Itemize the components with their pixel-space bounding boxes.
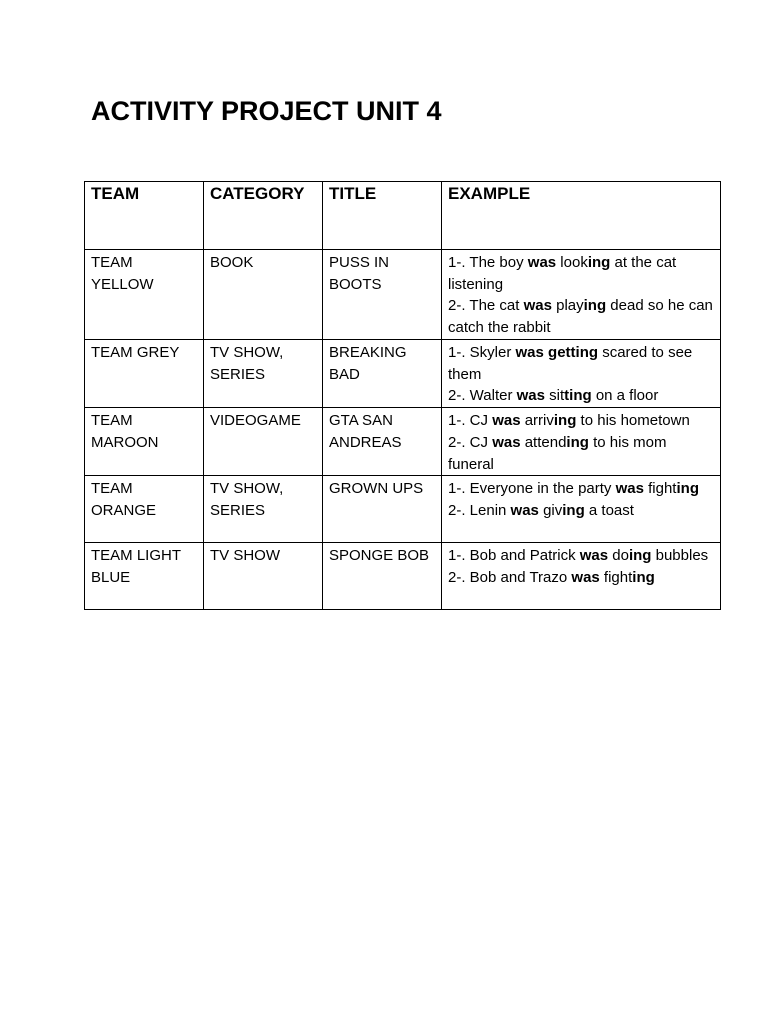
example-sentence bbox=[448, 500, 715, 522]
team-cell: TEAM MAROON bbox=[85, 408, 204, 476]
text-segment: 1-. The boy bbox=[448, 254, 528, 271]
text-segment: 2-. CJ bbox=[448, 433, 493, 451]
example-sentence bbox=[448, 478, 715, 500]
example-sentence bbox=[448, 567, 715, 589]
example-sentence bbox=[448, 410, 715, 432]
text-segment: arriv bbox=[520, 412, 554, 430]
bold-segment: was bbox=[523, 297, 552, 315]
text-segment: attend bbox=[520, 433, 567, 451]
team-cell: TEAM GREY bbox=[85, 340, 204, 408]
bold-segment: ing bbox=[587, 254, 611, 271]
text-segment: to his hometown bbox=[576, 412, 690, 430]
text-segment: fight bbox=[643, 480, 677, 498]
text-segment: 1-. Bob and Patrick bbox=[448, 547, 580, 565]
bold-segment: ing bbox=[566, 433, 589, 451]
category-cell: TV SHOW, SERIES bbox=[204, 340, 323, 408]
example-sentence bbox=[448, 545, 715, 567]
text-segment: 2-. The cat bbox=[448, 297, 524, 315]
table-row bbox=[85, 250, 721, 340]
title-cell: PUSS IN BOOTS bbox=[323, 250, 442, 340]
header-title: TITLE bbox=[323, 182, 442, 250]
example-sentence bbox=[448, 385, 715, 407]
bold-segment: ting bbox=[564, 387, 592, 405]
example-cell bbox=[442, 543, 721, 610]
bold-segment: was getting bbox=[515, 344, 599, 361]
bold-segment: was bbox=[492, 412, 521, 430]
table-row bbox=[85, 340, 721, 408]
category-cell: VIDEOGAME bbox=[204, 408, 323, 476]
bold-segment: was bbox=[579, 547, 609, 565]
example-cell bbox=[442, 250, 721, 340]
table-row bbox=[85, 408, 721, 476]
header-team: TEAM bbox=[85, 182, 204, 250]
bold-segment: ing bbox=[562, 501, 585, 519]
text-segment: 2-. Bob and Trazo bbox=[448, 568, 572, 586]
category-cell: TV SHOW bbox=[204, 543, 323, 610]
header-row bbox=[85, 182, 721, 250]
table-row bbox=[85, 476, 721, 543]
example-sentence bbox=[448, 252, 715, 295]
example-sentence bbox=[448, 432, 715, 475]
bold-segment: was bbox=[571, 568, 600, 586]
text-segment: 1-. CJ bbox=[448, 412, 493, 430]
bold-segment: was bbox=[516, 387, 545, 405]
title-cell: GTA SAN ANDREAS bbox=[323, 408, 442, 476]
bold-segment: ing bbox=[632, 568, 655, 586]
team-cell: TEAM LIGHT BLUE bbox=[85, 543, 204, 610]
category-cell: BOOK bbox=[204, 250, 323, 340]
team-cell: TEAM ORANGE bbox=[85, 476, 204, 543]
example-cell bbox=[442, 340, 721, 408]
bold-segment: was bbox=[492, 433, 521, 451]
text-segment: at the cat listening bbox=[448, 254, 677, 293]
text-segment: dead so he can catch the rabbit bbox=[448, 297, 713, 337]
bold-segment: ing bbox=[553, 412, 577, 430]
table-row bbox=[85, 543, 721, 610]
text-segment: 1-. Skyler bbox=[448, 344, 516, 361]
example-sentence bbox=[448, 342, 715, 385]
text-segment: look bbox=[556, 254, 588, 271]
bold-segment: ing bbox=[583, 297, 607, 315]
title-cell: SPONGE BOB bbox=[323, 543, 442, 610]
bold-segment: ing bbox=[676, 480, 699, 498]
text-segment: fight bbox=[599, 568, 633, 586]
example-cell bbox=[442, 408, 721, 476]
text-segment: 2-. Lenin bbox=[448, 501, 511, 519]
bold-segment: was bbox=[527, 254, 557, 271]
text-segment: do bbox=[608, 547, 629, 565]
text-segment: on a floor bbox=[591, 387, 659, 405]
text-segment: bubbles bbox=[651, 547, 709, 565]
text-segment: play bbox=[551, 297, 584, 315]
text-segment: 1-. Everyone in the party bbox=[448, 480, 616, 498]
category-cell: TV SHOW, SERIES bbox=[204, 476, 323, 543]
text-segment: scared to see them bbox=[448, 344, 693, 383]
bold-segment: was bbox=[615, 480, 644, 498]
document-title: ACTIVITY PROJECT UNIT 4 bbox=[91, 96, 442, 126]
example-cell bbox=[442, 476, 721, 543]
bold-segment: ing bbox=[628, 547, 652, 565]
example-sentence bbox=[448, 295, 715, 338]
text-segment: to his mom funeral bbox=[448, 433, 667, 473]
text-segment: giv bbox=[538, 501, 563, 519]
text-segment: a toast bbox=[584, 501, 634, 519]
team-cell: TEAM YELLOW bbox=[85, 250, 204, 340]
bold-segment: was bbox=[510, 501, 539, 519]
title-cell: GROWN UPS bbox=[323, 476, 442, 543]
activity-table bbox=[84, 181, 721, 610]
text-segment: 2-. Walter bbox=[448, 387, 517, 405]
text-segment: sit bbox=[544, 387, 565, 405]
header-example: EXAMPLE bbox=[442, 182, 721, 250]
header-category: CATEGORY bbox=[204, 182, 323, 250]
title-cell: BREAKING BAD bbox=[323, 340, 442, 408]
